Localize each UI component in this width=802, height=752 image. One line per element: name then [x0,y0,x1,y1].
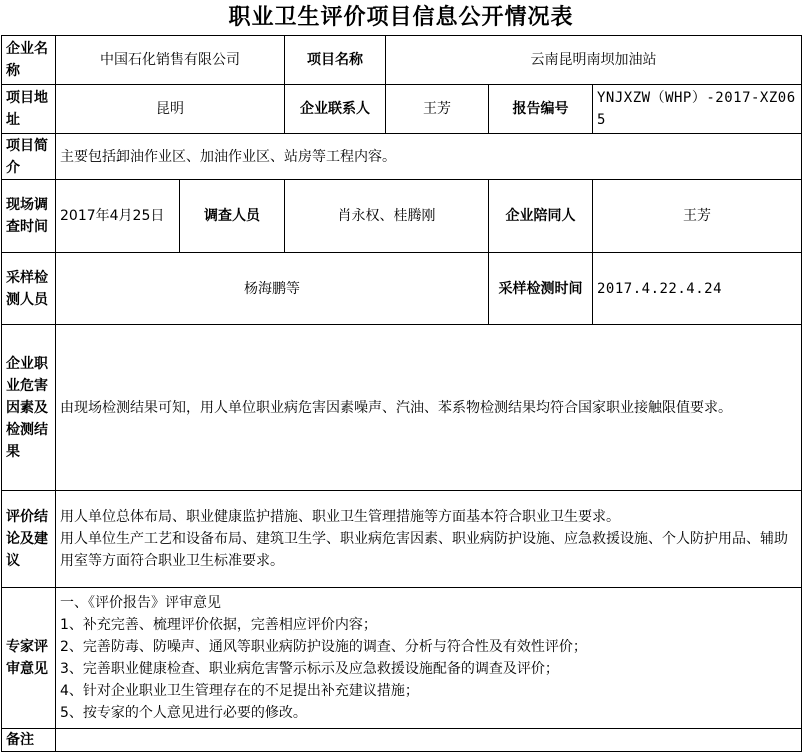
expert-line: 1、补充完善、梳理评价依据，完善相应评价内容； [60,617,377,633]
row-sampling [2,253,802,325]
conclusion-line-2: 用人单位生产工艺和设备布局、建筑卫生学、职业病危害因素、职业病防护设施、应急救援设施、个人防护用品、辅助用室等方面符合职业卫生标准要求。 [60,531,788,569]
row-company [2,36,802,85]
expert-line: 2、完善防毒、防噪声、通风等职业病防护设施的调查、分析与符合性及有效性评价； [60,639,587,655]
sampling-staff-label: 采样检测人员 [2,253,56,325]
sampling-time-value: 2017.4.22.4.24 [593,253,802,325]
project-intro-label: 项目简介 [2,134,56,180]
sampling-staff-value: 杨海鹏等 [56,253,489,325]
conclusion-value [56,491,802,588]
expert-opinion-label: 专家评审意见 [2,588,56,729]
expert-line: 4、针对企业职业卫生管理存在的不足提出补充建议措施； [60,683,419,699]
expert-line: 5、按专家的个人意见进行必要的修改。 [60,705,307,721]
row-intro [2,134,802,180]
company-contact-value: 王芳 [386,85,489,134]
project-name-value: 云南昆明南坝加油站 [386,36,802,85]
investigators-label: 调查人员 [180,180,285,253]
survey-time-value: 2017年4月25日 [56,180,180,253]
company-contact-label: 企业联系人 [285,85,386,134]
project-address-value: 昆明 [56,85,285,134]
report-no-label: 报告编号 [489,85,593,134]
expert-line: 一、《评价报告》评审意见 [60,595,221,611]
survey-time-label: 现场调查时间 [2,180,56,253]
report-no-value: YNJXZW（WHP）-2017-XZ065 [593,85,802,134]
project-intro-value: 主要包括卸油作业区、加油作业区、站房等工程内容。 [56,134,802,180]
info-table [1,35,802,752]
row-remarks [2,729,802,752]
project-name-label: 项目名称 [285,36,386,85]
page-title: 职业卫生评价项目信息公开情况表 [228,5,574,30]
company-name-value: 中国石化销售有限公司 [56,36,285,85]
row-conclusion [2,491,802,588]
company-escort-value: 王芳 [593,180,802,253]
row-hazards [2,325,802,491]
investigators-value: 肖永权、桂腾刚 [285,180,489,253]
conclusion-label: 评价结论及建议 [2,491,56,588]
company-name-label: 企业名称 [2,36,56,85]
row-expert [2,588,802,729]
hazards-result-value: 由现场检测结果可知，用人单位职业病危害因素噪声、汽油、苯系物检测结果均符合国家职业接触限值要求。 [56,325,802,491]
remarks-label: 备注 [2,729,56,752]
sampling-time-label: 采样检测时间 [489,253,593,325]
row-address [2,85,802,134]
conclusion-line-1: 用人单位总体布局、职业健康监护措施、职业卫生管理措施等方面基本符合职业卫生要求。 [60,509,620,525]
row-survey [2,180,802,253]
expert-opinion-value [56,588,802,729]
remarks-value [56,729,802,752]
company-escort-label: 企业陪同人 [489,180,593,253]
project-address-label: 项目地址 [2,85,56,134]
expert-line: 3、完善职业健康检查、职业病危害警示标示及应急救援设施配备的调查及评价； [60,661,559,677]
hazards-result-label: 企业职业危害因素及检测结果 [2,325,56,491]
